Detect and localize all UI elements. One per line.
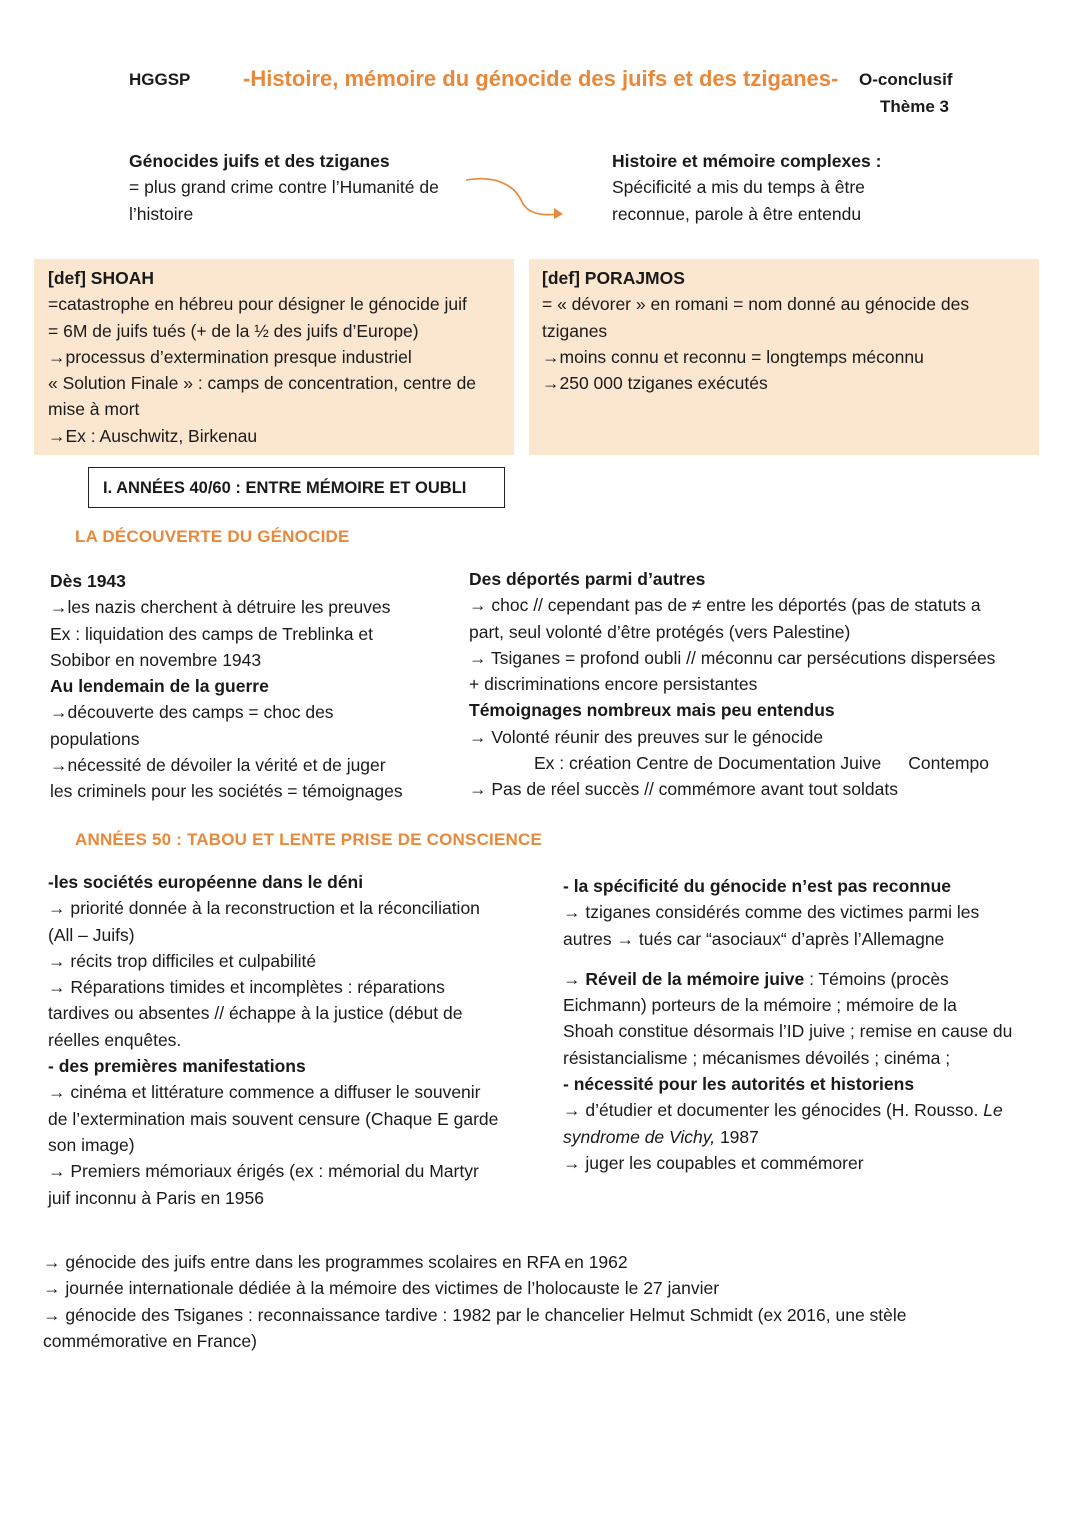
- text-line: [563, 1097, 1012, 1123]
- annees50-heading: - nécessité pour les autorités et historiens: [563, 1074, 915, 1095]
- text-line: Ex : liquidation des camps de Treblinka et: [50, 623, 373, 644]
- text-line: → Premiers mémoriaux érigés (ex : mémorial du Martyr: [48, 1161, 479, 1182]
- def-porajmos: [542, 265, 969, 396]
- text-line: → génocide des juifs entre dans les programmes scolaires en RFA en 1962: [43, 1252, 628, 1272]
- decouverte-right: [469, 566, 995, 803]
- text-line: → Pas de réel succès // commémore avant tout soldats: [469, 779, 898, 800]
- text-line: Shoah constitue désormais l’ID juive ; remise en cause du: [563, 1021, 1013, 1042]
- page-title: -Histoire, mémoire du génocide des juifs et des tziganes-: [243, 66, 839, 91]
- intro-left: [129, 148, 439, 227]
- decouverte-heading: Dès 1943: [50, 571, 126, 591]
- def-shoah-title: [def] SHOAH: [48, 268, 154, 288]
- intro-left-line: = plus grand crime contre l’Humanité de: [129, 177, 439, 198]
- decouverte-left: [50, 568, 403, 805]
- text-line: [563, 966, 1012, 992]
- text-fragment: : Témoins (procès: [804, 968, 949, 989]
- example-note: Contempo: [908, 753, 990, 774]
- def-line: =catastrophe en hébreu pour désigner le génocide juif: [48, 294, 467, 315]
- intro-right-line: Spécificité a mis du temps à être: [612, 177, 865, 198]
- text-fragment: → d’étudier et documenter les génocides (H. Rousso.: [563, 1100, 984, 1121]
- intro-left-line: l’histoire: [129, 203, 194, 224]
- text-line: (All – Juifs): [48, 924, 135, 945]
- text-line: → Réparations timides et incomplètes : réparations: [48, 977, 445, 998]
- text-line: commémorative en France): [43, 1330, 257, 1351]
- text-line: →nécessité de dévoiler la vérité et de juger: [50, 755, 386, 776]
- text-line: → journée internationale dédiée à la mémoire des victimes de l’holocauste le 27 janvier: [43, 1278, 720, 1299]
- text-line: de l’extermination mais souvent censure (Chaque E garde: [48, 1108, 499, 1129]
- text-line: les criminels pour les sociétés = témoignages: [50, 781, 403, 802]
- def-line: →processus d’extermination presque industriel: [48, 346, 412, 367]
- section-title: I. ANNÉES 40/60 : ENTRE MÉMOIRE ET OUBLI: [88, 467, 505, 508]
- text-line: part, seul volonté d’être protégés (vers Palestine): [469, 621, 851, 642]
- curved-arrow-icon: [462, 172, 572, 224]
- text-line: Sobibor en novembre 1943: [50, 649, 262, 670]
- text-line: →les nazis cherchent à détruire les preuves: [50, 597, 391, 618]
- annees50-heading: - des premières manifestations: [48, 1056, 306, 1077]
- text-line: populations: [50, 728, 140, 749]
- book-title-fragment: syndrome de Vichy,: [563, 1126, 716, 1147]
- annees50-heading: → Réveil de la mémoire juive: [563, 968, 805, 989]
- def-line: tziganes: [542, 320, 608, 341]
- text-line: autres → tués car “asociaux“ d’après l’Allemagne: [563, 928, 945, 949]
- annees50-heading: - la spécificité du génocide n’est pas reconnue: [563, 876, 952, 896]
- decouverte-heading: Témoignages nombreux mais peu entendus: [469, 700, 835, 721]
- text-line: [469, 750, 995, 776]
- def-porajmos-title: [def] PORAJMOS: [542, 268, 685, 288]
- annees50-heading: -les sociétés européenne dans le déni: [48, 872, 364, 892]
- chapter-tag: O-conclusif: [859, 70, 953, 89]
- intro-left-title: Génocides juifs et des tziganes: [129, 151, 390, 171]
- text-line: → priorité donnée à la reconstruction et la réconciliation: [48, 898, 480, 919]
- subject-label: HGGSP: [129, 70, 191, 89]
- text-line: juif inconnu à Paris en 1956: [48, 1187, 264, 1208]
- text-line: → cinéma et littérature commence a diffuser le souvenir: [48, 1082, 481, 1103]
- def-line: →250 000 tziganes exécutés: [542, 373, 768, 394]
- text-line: → choc // cependant pas de ≠ entre les déportés (pas de statuts a: [469, 595, 981, 616]
- intro-right-line: reconnue, parole à être entendu: [612, 203, 862, 224]
- text-line: → récits trop difficiles et culpabilité: [48, 950, 317, 971]
- intro-right: [612, 148, 881, 227]
- text-line: → juger les coupables et commémorer: [563, 1152, 864, 1173]
- def-line: →Ex : Auschwitz, Birkenau: [48, 425, 258, 446]
- text-line: résistancialisme ; mécanismes dévoilés ; cinéma ;: [563, 1047, 951, 1068]
- text-line: →découverte des camps = choc des: [50, 702, 334, 723]
- def-line: « Solution Finale » : camps de concentration, centre de: [48, 373, 477, 394]
- subheading-decouverte: LA DÉCOUVERTE DU GÉNOCIDE: [75, 527, 350, 546]
- theme-label: Thème 3: [880, 97, 949, 116]
- def-line: = 6M de juifs tués (+ de la ½ des juifs d’Europe): [48, 320, 419, 341]
- text-line: → Volonté réunir des preuves sur le génocide: [469, 726, 824, 747]
- text-line: → génocide des Tsiganes : reconnaissance tardive : 1982 par le chancelier Helmut Schmidt (ex 2016, une stèle: [43, 1304, 907, 1325]
- text-line: réelles enquêtes.: [48, 1029, 182, 1050]
- text-line: + discriminations encore persistantes: [469, 674, 758, 695]
- example-text: Ex : création Centre de Documentation Juive: [534, 753, 882, 774]
- def-line: = « dévorer » en romani = nom donné au génocide des: [542, 294, 970, 315]
- text-line: [563, 1124, 1012, 1150]
- text-line: → tziganes considérés comme des victimes parmi les: [563, 902, 980, 923]
- annees50-right: [563, 873, 1012, 1176]
- intro-right-title: Histoire et mémoire complexes :: [612, 151, 882, 171]
- text-line: → Tsiganes = profond oubli // méconnu car persécutions dispersées: [469, 647, 996, 668]
- text-line: tardives ou absentes // échappe à la justice (début de: [48, 1003, 463, 1024]
- bottom-conclusions: [43, 1249, 907, 1354]
- book-title-fragment: Le: [983, 1100, 1003, 1121]
- subheading-annees50: ANNÉES 50 : TABOU ET LENTE PRISE DE CONSCIENCE: [75, 830, 543, 849]
- text-fragment: 1987: [715, 1126, 759, 1147]
- annees50-left: [48, 869, 498, 1211]
- decouverte-heading: Au lendemain de la guerre: [50, 676, 269, 697]
- def-shoah: [48, 265, 476, 449]
- def-line: mise à mort: [48, 399, 140, 420]
- text-line: son image): [48, 1134, 135, 1155]
- def-line: →moins connu et reconnu = longtemps méconnu: [542, 346, 924, 367]
- decouverte-heading: Des déportés parmi d’autres: [469, 569, 706, 589]
- text-line: Eichmann) porteurs de la mémoire ; mémoire de la: [563, 995, 957, 1016]
